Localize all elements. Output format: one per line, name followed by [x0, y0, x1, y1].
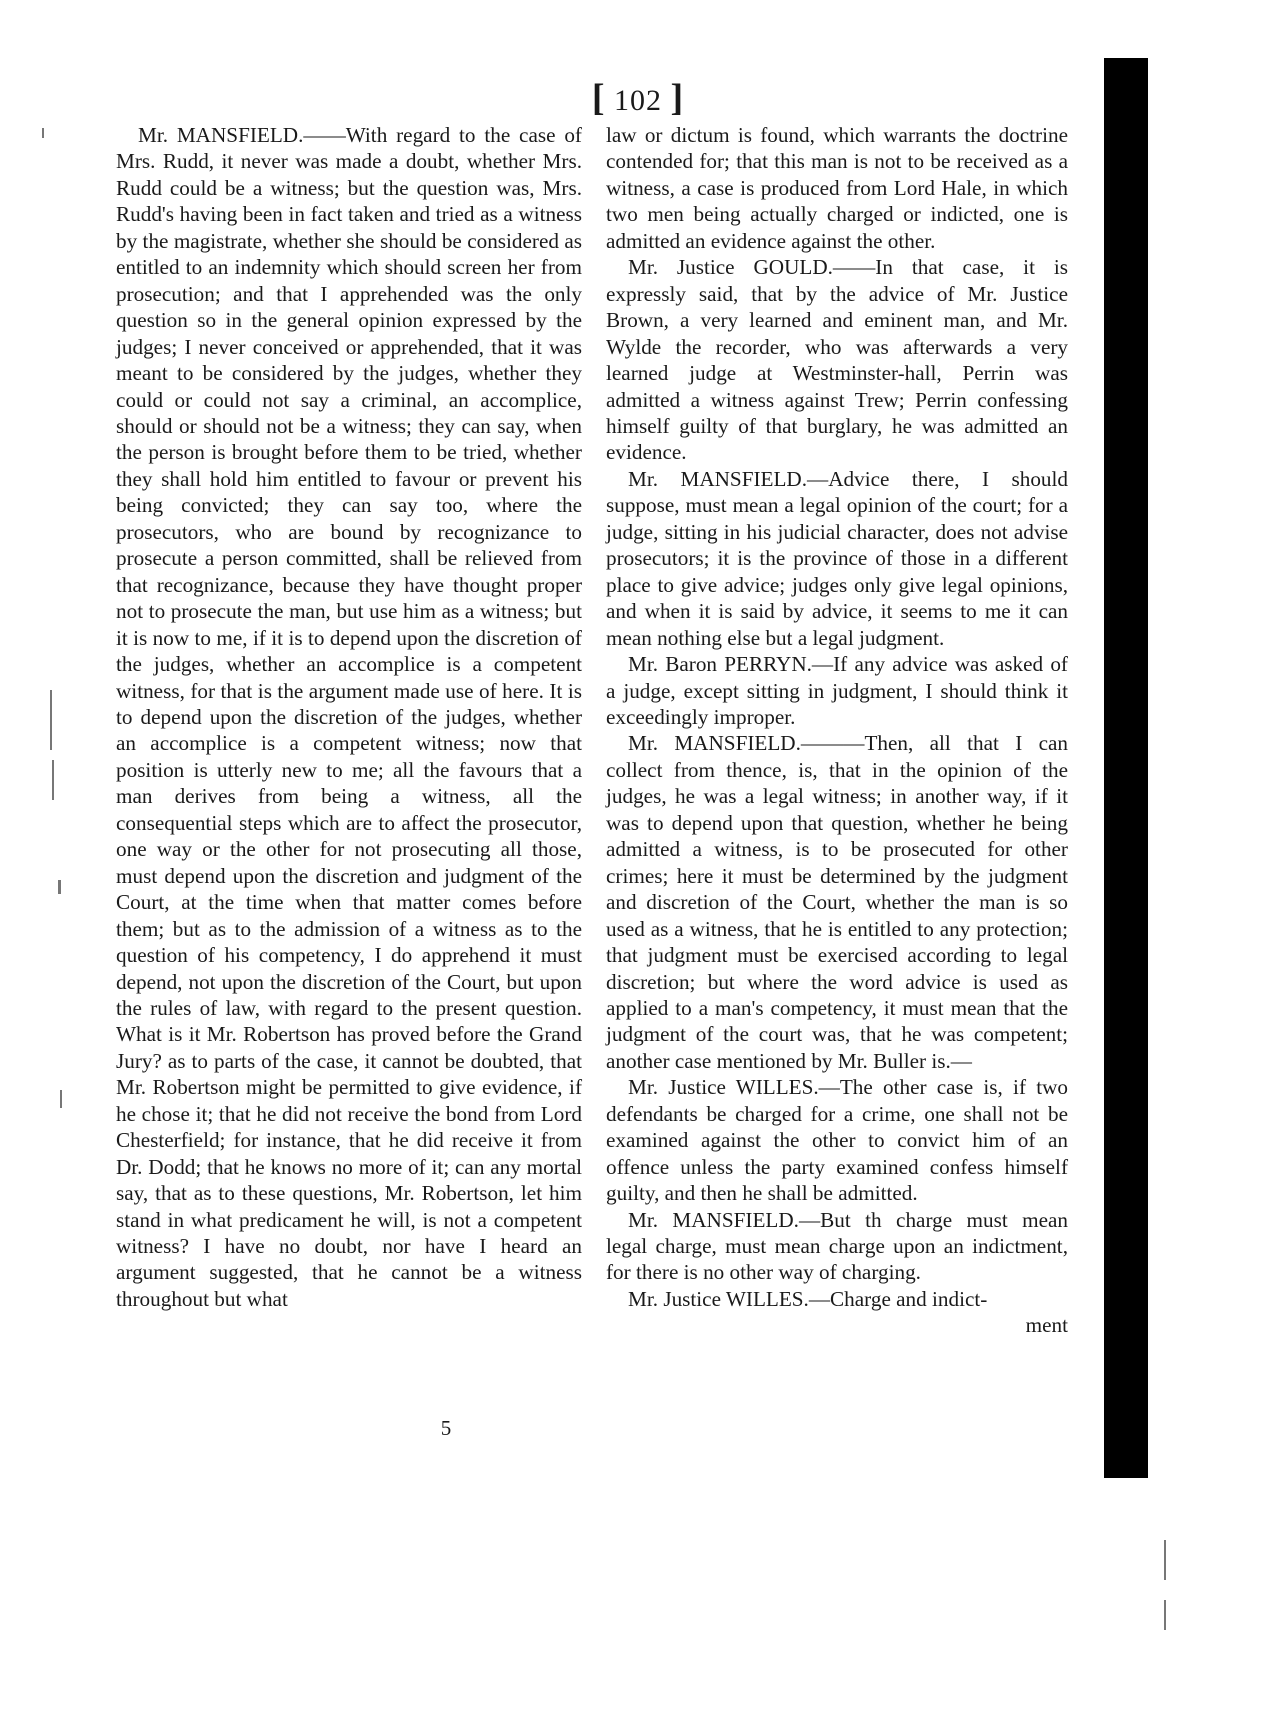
- left-bracket: [: [591, 77, 606, 119]
- right-column: [606, 122, 1068, 1339]
- scan-speck: [50, 690, 52, 750]
- page-number: [0, 76, 1276, 120]
- scan-edge-shadow: [1104, 58, 1148, 1478]
- paragraph: Mr. Baron PERRYN.—If any advice was asked of a judge, except sitting in judgment, I should think it exceedingly improper.: [606, 652, 1068, 729]
- scan-speck: [58, 880, 61, 894]
- paragraph: Mr. MANSFIELD.——With regard to the case of Mrs. Rudd, it never was made a doubt, whether Mrs. Rudd could be a witness; but the question was, Mrs. Rudd's having been in fact taken and tried as a witness by the magistrate, whether she should be considered as entitled to an indemnity which should screen her from prosecution; and that I apprehended was the only question so in the general opinion expressed by the judges; I never conceived or apprehended, that it was meant to be considered by the judges, whether they could or could not say a criminal, an accomplice, should or should not be a witness; they can say, when the person is brought before them to be tried, whether they shall hold him entitled to favour or prevent his being convicted; they can say too, where the prosecutors, who are bound by recognizance to prosecute a person committed, shall be relieved from that recognizance, because they have thought proper not to prosecute the man, but use him as a witness; but it is now to me, if it is to depend upon the discretion of the judges, whether an accomplice is a competent witness, for that is the argument made use of here. It is to depend upon the discretion of the judges, whether an accomplice is a competent witness; now that position is utterly new to me; all the favours that a man derives from being a witness, all the consequential steps which are to affect the prosecutor, one way or the other for not prosecuting all those, must depend upon the discretion and judgment of the Court, at the time when that matter comes before them; but as to the admission of a witness as to the question of his competency, I do apprehend it must depend, not upon the discretion of the Court, but upon the rules of law, with regard to the present question. What is it Mr. Robertson has proved before the Grand Jury? as to parts of the case, it cannot be doubted, that Mr. Robertson might be permitted to give evidence, if he chose it; that he did not receive the bond from Lord Chesterfield; for instance, that he did receive it from Dr. Dodd; that he knows no more of it; can any mortal say, that as to these questions, Mr. Robertson, let him stand in what predicament he will, is not a competent witness? I have no doubt, nor have I heard an argument suggested, that he cannot be a witness throughout but what: [116, 123, 582, 1311]
- scan-speck: [1164, 1600, 1166, 1630]
- scan-speck: [60, 1090, 62, 1108]
- left-column: [116, 122, 582, 1312]
- scan-speck: [52, 760, 54, 800]
- catchword: ment: [1025, 1313, 1068, 1338]
- scan-speck: [1164, 1540, 1166, 1580]
- paragraph: Mr. MANSFIELD.———Then, all that I can collect from thence, is, that in the opinion of the judges, he was a legal witness; in another way, if it was to depend upon that question, whether he being admitted a witness, is to be prosecuted for other crimes; here it must be determined by the judgment and discretion of the Court, whether the man is so used as a witness, that he is entitled to any protection; that judgment must be exercised according to legal discretion; but where the word advice is used as applied to a man's competency, it must mean that the judgment of the court was, that he was competent; another case mentioned by Mr. Buller is.—: [606, 731, 1068, 1073]
- paragraph: Mr. Justice WILLES.—Charge and indict-: [628, 1286, 988, 1311]
- page-number-text: 102: [614, 84, 662, 117]
- scan-speck: [42, 128, 44, 138]
- signature-mark: 5: [440, 1416, 452, 1440]
- paragraph: Mr. MANSFIELD.—Advice there, I should suppose, must mean a legal opinion of the court; for a judge, sitting in his judicial character, does not advise prosecutors; it is the province of those in a different place to give advice; judges only give legal opinions, and when it is said by advice, it seems to me it can mean nothing else but a legal judgment.: [606, 466, 1068, 650]
- paragraph: Mr. Justice WILLES.—The other case is, if two defendants be charged for a crime, one shall not be examined against the other to convict him of an offence unless the party examined confess himself guilty, and then he shall be admitted.: [606, 1075, 1068, 1206]
- paragraph: Mr. Justice GOULD.——In that case, it is expressly said, that by the advice of Mr. Justice Brown, a very learned and eminent man, and Mr. Wylde the recorder, who was afterwards a very learned judge at Westminster-hall, Perrin was admitted a witness against Trew; Perrin confessing himself guilty of that burglary, he was admitted an evidence.: [606, 255, 1068, 465]
- paragraph: Mr. MANSFIELD.—But th charge must mean legal charge, must mean charge upon an indictment, for there is no other way of charging.: [606, 1207, 1068, 1285]
- right-bracket: ]: [670, 77, 685, 119]
- paragraph: law or dictum is found, which warrants the doctrine contended for; that this man is not to be received as a witness, a case is produced from Lord Hale, in which two men being actually charged or indicted, one is admitted an evidence against the other.: [606, 123, 1068, 253]
